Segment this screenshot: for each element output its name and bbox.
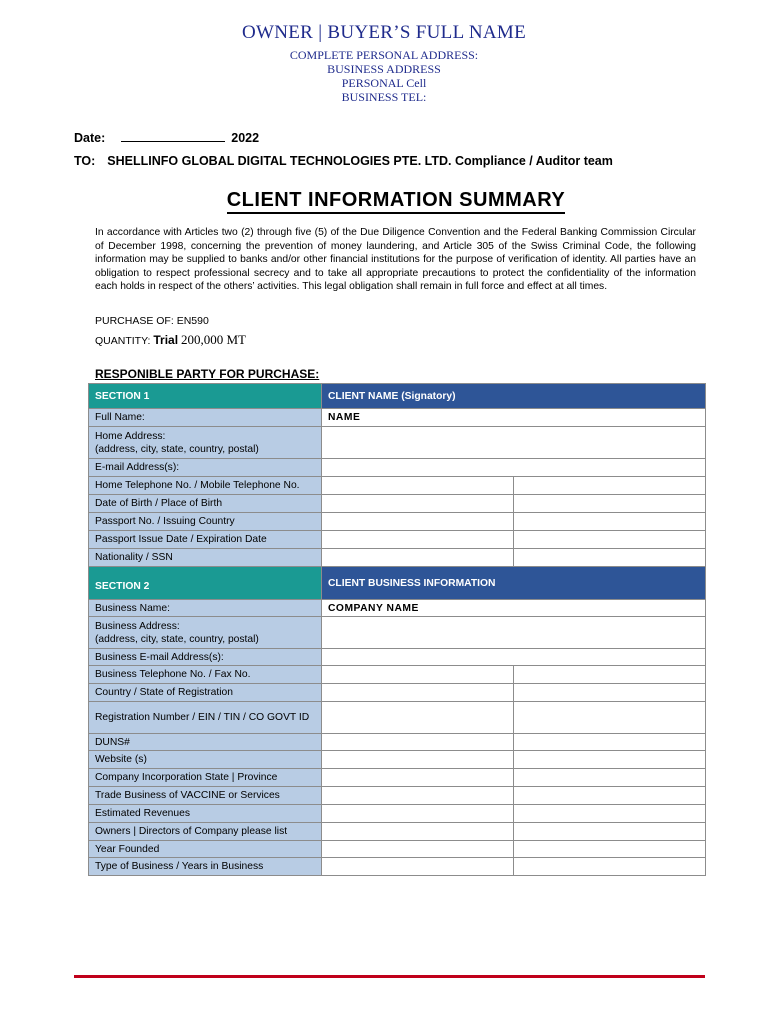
estimated-revenues-field[interactable] (322, 805, 514, 823)
header-line-personal-cell: PERSONAL Cell (341, 76, 427, 90)
year-founded-field[interactable] (322, 841, 514, 858)
mobile-phone-field[interactable] (514, 477, 706, 495)
row-label-full-name: Full Name: (89, 409, 322, 427)
duns-field[interactable] (322, 734, 514, 751)
passport-issue-date-field[interactable] (322, 531, 514, 549)
letterhead (0, 22, 768, 104)
purchase-label: PURCHASE OF: (95, 315, 174, 327)
table-row (89, 427, 706, 459)
table-row (89, 649, 706, 666)
business-phone-field[interactable] (322, 666, 514, 684)
owners-directors-field-extra[interactable] (514, 823, 706, 841)
row-label-year-founded: Year Founded (89, 841, 322, 858)
quantity-label: QUANTITY: (95, 335, 151, 347)
registration-number-field[interactable] (322, 702, 514, 734)
table-row (89, 841, 706, 858)
table-row (89, 409, 706, 427)
home-phone-field[interactable] (322, 477, 514, 495)
legal-paragraph: In accordance with Articles two (2) through five (5) of the Due Diligence Convention and the Federal Banking Commission Circular of December 1998, concerning the prevention of money laundering, and Article 305 of the Swiss Criminal Code, the following information may be supplied to banks and/or other financial institutions for the purpose of verification of identity. All parties have an obligation to respect professional secrecy and to take all appropriate precautions to protect the confidentiality of the information each holds in respect of the others’ activities. This legal obligation shall remain in full force and effect at all times. (95, 227, 696, 293)
row-label-nationality: Nationality / SSN (89, 549, 322, 567)
row-label-registration-number: Registration Number / EIN / TIN / CO GOVT ID (89, 702, 322, 734)
header-line-personal-address: COMPLETE PERSONAL ADDRESS: (289, 48, 479, 62)
row-label-passport-dates: Passport Issue Date / Expiration Date (89, 531, 322, 549)
table-row (89, 666, 706, 684)
section2-header-row (89, 567, 706, 600)
years-in-business-field[interactable] (514, 858, 706, 876)
header-line-business-tel: BUSINESS TEL: (341, 90, 427, 104)
incorporation-province-field[interactable] (514, 769, 706, 787)
purchase-value: EN590 (176, 315, 209, 327)
section1-label: SECTION 1 (89, 384, 322, 409)
row-label-email: E-mail Address(s): (89, 459, 322, 477)
table-row (89, 823, 706, 841)
table-row (89, 769, 706, 787)
date-blank-field[interactable] (121, 130, 225, 142)
table-row (89, 684, 706, 702)
client-info-table (88, 383, 706, 876)
row-label-passport: Passport No. / Issuing Country (89, 513, 322, 531)
section2-heading: CLIENT BUSINESS INFORMATION (322, 567, 706, 600)
table-row (89, 513, 706, 531)
quantity-amount: 200,000 MT (180, 332, 246, 347)
table-row (89, 531, 706, 549)
issuing-country-field[interactable] (514, 513, 706, 531)
nationality-field[interactable] (322, 549, 514, 567)
table-row (89, 805, 706, 823)
table-row (89, 858, 706, 876)
row-label-home-mobile-phone: Home Telephone No. / Mobile Telephone No. (89, 477, 322, 495)
table-row (89, 751, 706, 769)
place-of-birth-field[interactable] (514, 495, 706, 513)
table-row (89, 459, 706, 477)
row-label-business-type: Type of Business / Years in Business (89, 858, 322, 876)
section1-heading: CLIENT NAME (Signatory) (322, 384, 706, 409)
table-row (89, 495, 706, 513)
table-row (89, 787, 706, 805)
date-of-birth-field[interactable] (322, 495, 514, 513)
row-label-trade-business: Trade Business of VACCINE or Services (89, 787, 322, 805)
fax-field[interactable] (514, 666, 706, 684)
section1-header-row (89, 384, 706, 409)
table-row (89, 600, 706, 617)
passport-expiration-field[interactable] (514, 531, 706, 549)
business-email-field[interactable] (322, 649, 706, 666)
incorporation-state-field[interactable] (322, 769, 514, 787)
trade-business-field-extra[interactable] (514, 787, 706, 805)
row-label-incorporation-state: Company Incorporation State | Province (89, 769, 322, 787)
row-label-business-address: Business Address: (address, city, state, country, postal) (89, 617, 322, 649)
table-row (89, 702, 706, 734)
to-label: TO: (74, 154, 96, 168)
row-label-business-phone-fax: Business Telephone No. / Fax No. (89, 666, 322, 684)
recipient-line (74, 154, 613, 168)
footer-rule (74, 975, 705, 978)
date-label: Date: (74, 131, 106, 145)
duns-field-extra[interactable] (514, 734, 706, 751)
website-field-extra[interactable] (514, 751, 706, 769)
estimated-revenues-field-extra[interactable] (514, 805, 706, 823)
table-row (89, 477, 706, 495)
full-name-field[interactable]: NAME (322, 409, 706, 427)
row-label-home-address: Home Address: (address, city, state, country, postal) (89, 427, 322, 459)
owner-name: OWNER | BUYER’S FULL NAME (242, 22, 526, 43)
owners-directors-field[interactable] (322, 823, 514, 841)
registration-country-field[interactable] (322, 684, 514, 702)
row-label-duns: DUNS# (89, 734, 322, 751)
section2-label: SECTION 2 (89, 567, 322, 600)
quantity-trial: Trial (153, 333, 179, 347)
ssn-field[interactable] (514, 549, 706, 567)
passport-number-field[interactable] (322, 513, 514, 531)
row-label-website: Website (s) (89, 751, 322, 769)
date-line (74, 130, 259, 145)
table-row (89, 549, 706, 567)
registration-state-field[interactable] (514, 684, 706, 702)
trade-business-field[interactable] (322, 787, 514, 805)
table-row (89, 617, 706, 649)
recipient-text: SHELLINFO GLOBAL DIGITAL TECHNOLOGIES PTE. LTD. Compliance / Auditor team (107, 154, 613, 168)
row-label-birth: Date of Birth / Place of Birth (89, 495, 322, 513)
purchase-line (95, 315, 209, 327)
website-field[interactable] (322, 751, 514, 769)
row-label-business-email: Business E-mail Address(s): (89, 649, 322, 666)
email-field[interactable] (322, 459, 706, 477)
date-year: 2022 (231, 131, 260, 145)
row-label-estimated-revenues: Estimated Revenues (89, 805, 322, 823)
year-founded-field-extra[interactable] (514, 841, 706, 858)
header-line-business-address: BUSINESS ADDRESS (327, 62, 441, 76)
row-label-owners-directors: Owners | Directors of Company please list (89, 823, 322, 841)
row-label-registration-country: Country / State of Registration (89, 684, 322, 702)
page-title: CLIENT INFORMATION SUMMARY (0, 189, 768, 212)
row-label-business-name: Business Name: (89, 600, 322, 617)
responsible-party-heading: RESPONIBLE PARTY FOR PURCHASE: (95, 367, 320, 381)
home-address-field[interactable] (322, 427, 706, 459)
business-type-field[interactable] (322, 858, 514, 876)
registration-id-field[interactable] (514, 702, 706, 734)
business-address-field[interactable] (322, 617, 706, 649)
business-name-field[interactable]: COMPANY NAME (322, 600, 706, 617)
table-row (89, 734, 706, 751)
quantity-line (95, 332, 246, 348)
